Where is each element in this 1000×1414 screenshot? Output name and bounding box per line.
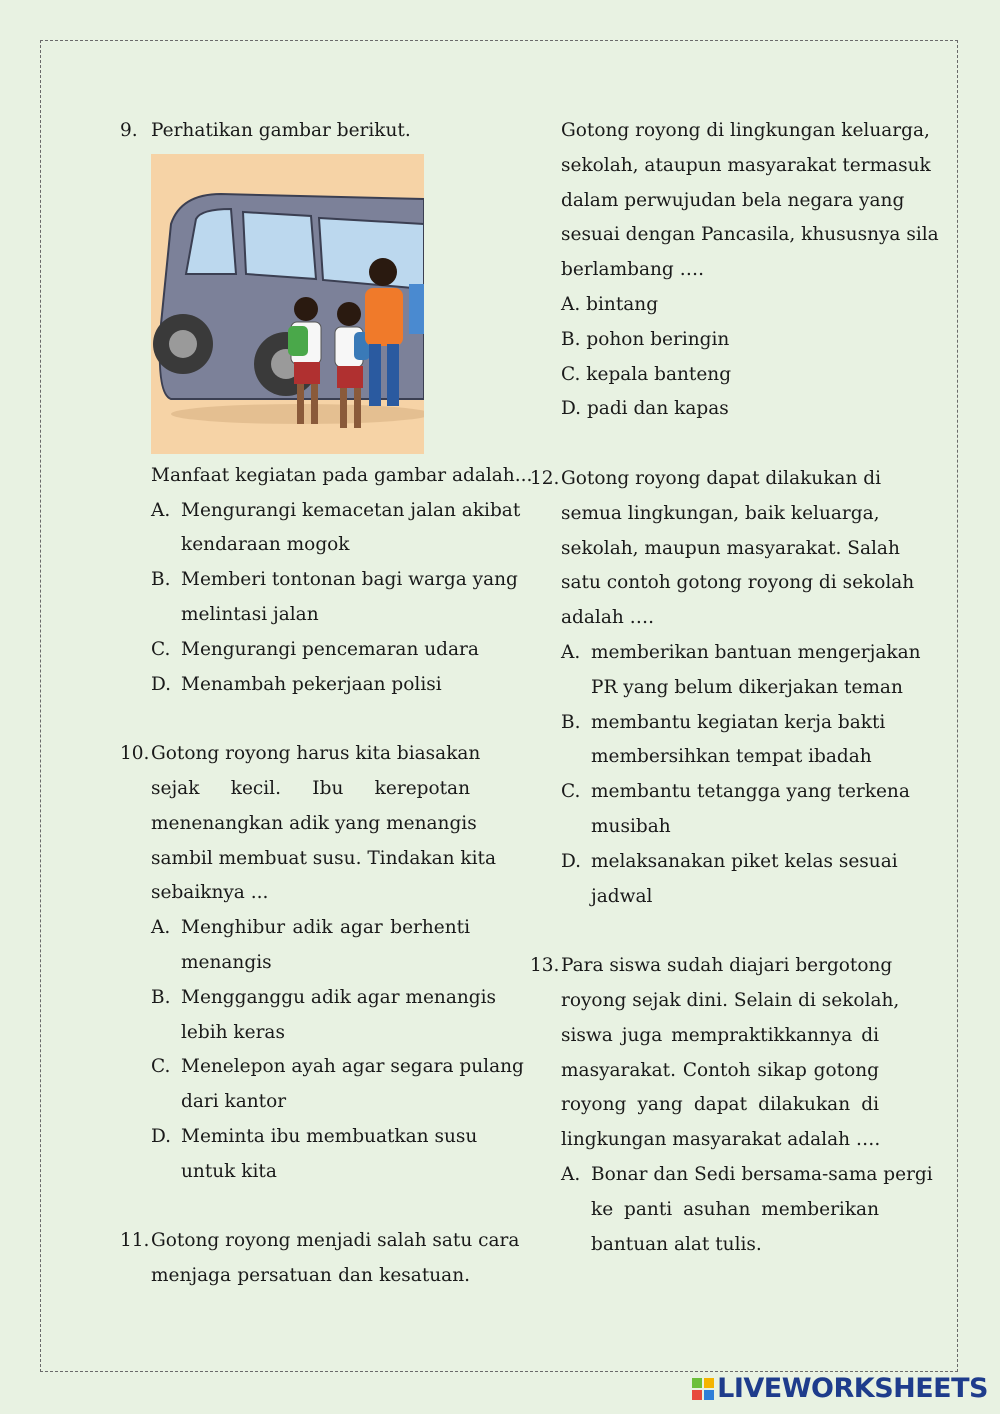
children-pushing-car-illustration (151, 154, 424, 454)
q9-option-d[interactable] (120, 668, 470, 703)
q13-line-4: masyarakat. Contoh sikap gotong (561, 1059, 879, 1081)
liveworksheets-logo-icon (692, 1378, 714, 1400)
left-column (120, 114, 533, 1294)
q12-option-b[interactable] (530, 706, 886, 741)
q12-line-5: adalah …. (561, 607, 655, 629)
q10-option-b-letter: B. (151, 986, 171, 1008)
q9-option-c-text: Mengurangi pencemaran udara (181, 638, 479, 660)
q10-option-a-cont: menangis (181, 951, 272, 973)
q12-line-4: satu contoh gotong royong di sekolah (561, 572, 915, 594)
q11-option-d-text: padi dan kapas (586, 398, 729, 420)
q11-line-4: sekolah, ataupun masyarakat termasuk (561, 154, 931, 176)
q10-line-2: sejak kecil. Ibu kerepotan (151, 777, 470, 799)
q11-number: 11. (120, 1230, 150, 1252)
q12-text-1: Gotong royong dapat dilakukan di (561, 467, 882, 489)
q13-option-a-text: Bonar dan Sedi bersama-sama pergi (591, 1163, 933, 1185)
q9-option-b-text: Memberi tontonan bagi warga yang (181, 569, 518, 591)
q12-option-b-cont: membersihkan tempat ibadah (591, 746, 872, 768)
q13-line-6: lingkungan masyarakat adalah …. (561, 1129, 881, 1151)
q13-option-a-letter: A. (561, 1163, 581, 1185)
q9-option-d-letter: D. (151, 673, 172, 695)
q12-option-a-text: memberikan bantuan mengerjakan (591, 641, 921, 663)
q11-line-2: menjaga persatuan dan kesatuan. (151, 1265, 470, 1287)
liveworksheets-brand[interactable] (692, 1373, 988, 1404)
q9-option-a-cont: kendaraan mogok (181, 534, 350, 556)
q12-option-d[interactable] (530, 845, 898, 880)
q10-line-3: menenangkan adik yang menangis (151, 812, 477, 834)
q10-option-c-text: Menelepon ayah agar segara pulang (181, 1056, 524, 1078)
q9-option-a-letter: A. (151, 499, 171, 521)
q11-option-c-text: kepala banteng (586, 363, 732, 385)
q9-option-c-letter: C. (151, 638, 171, 660)
q9-option-b[interactable] (120, 563, 518, 598)
q9-option-a[interactable] (120, 494, 521, 529)
q12-number: 12. (530, 467, 560, 489)
q11-option-c[interactable] (530, 358, 879, 393)
q10-option-b-cont: lebih keras (181, 1021, 285, 1043)
q13-option-a-cont-2: bantuan alat tulis. (591, 1233, 762, 1255)
q10-option-d[interactable] (120, 1120, 478, 1155)
q9-line-1 (120, 114, 470, 149)
q13-number: 13. (530, 955, 560, 977)
q12-option-c-letter: C. (561, 781, 581, 803)
q9-prompt: Manfaat kegiatan pada gambar adalah... (151, 464, 533, 486)
q12-line-2: semua lingkungan, baik keluarga, (561, 502, 880, 524)
q9-option-d-text: Menambah pekerjaan polisi (181, 673, 442, 695)
q12-line-3: sekolah, maupun masyarakat. Salah (561, 537, 900, 559)
q11-option-a[interactable] (530, 288, 879, 323)
q13-text-1: Para siswa sudah diajari bergotong (561, 955, 893, 977)
q10-option-c[interactable] (120, 1050, 524, 1085)
q13-line-3: siswa juga mempraktikkannya di (561, 1024, 879, 1046)
liveworksheets-wordmark: LIVEWORKSHEETS (717, 1373, 988, 1404)
q9-option-b-letter: B. (151, 569, 171, 591)
q10-text-1: Gotong royong harus kita biasakan (151, 743, 481, 765)
q10-option-d-letter: D. (151, 1125, 172, 1147)
q12-option-d-text: melaksanakan piket kelas sesuai (591, 850, 898, 872)
q10-number: 10. (120, 743, 150, 765)
q12-option-a-letter: A. (561, 641, 581, 663)
q11-line-3: Gotong royong di lingkungan keluarga, (561, 120, 930, 141)
right-column (530, 114, 939, 1262)
q9-option-b-cont: melintasi jalan (181, 603, 319, 625)
q10-option-c-cont: dari kantor (181, 1091, 287, 1113)
q12-option-c[interactable] (530, 775, 910, 810)
q11-option-a-letter: A. (561, 293, 581, 315)
q12-option-a-cont: PR yang belum dikerjakan teman (591, 676, 903, 698)
q9-option-c[interactable] (120, 633, 479, 668)
q11-line-7: berlambang …. (561, 259, 705, 281)
q11-option-b-letter: B. (561, 328, 581, 350)
q9-option-a-text: Mengurangi kemacetan jalan akibat (181, 499, 521, 521)
q10-option-b[interactable] (120, 981, 497, 1016)
q9-number: 9. (120, 120, 138, 141)
q9-text: Perhatikan gambar berikut. (151, 120, 411, 141)
q13-option-a-cont-1: ke panti asuhan memberikan (591, 1198, 879, 1220)
q12-option-c-text: membantu tetangga yang terkena (591, 781, 910, 803)
q10-line-5: sebaiknya ... (151, 882, 269, 904)
q12-option-c-cont: musibah (591, 815, 671, 837)
q10-option-a[interactable] (120, 911, 470, 946)
q12-option-d-cont: jadwal (591, 885, 653, 907)
q11-option-b-text: pohon beringin (586, 328, 730, 350)
q11-line-1 (120, 1224, 520, 1259)
q12-option-a[interactable] (530, 636, 921, 671)
q10-option-a-letter: A. (151, 917, 171, 939)
q11-line-5: dalam perwujudan bela negara yang (561, 189, 905, 211)
q13-line-1 (530, 949, 893, 984)
q10-line-1 (120, 737, 481, 772)
q11-option-d[interactable] (530, 392, 879, 427)
q12-option-b-letter: B. (561, 711, 581, 733)
q10-option-d-text: Meminta ibu membuatkan susu (181, 1125, 478, 1147)
q11-option-b[interactable] (530, 323, 879, 358)
q13-line-2: royong sejak dini. Selain di sekolah, (561, 989, 900, 1011)
q11-option-c-letter: C. (561, 363, 581, 385)
q11-option-a-text: bintang (586, 293, 659, 315)
q10-option-c-letter: C. (151, 1056, 171, 1078)
q10-option-d-cont: untuk kita (181, 1160, 277, 1182)
q10-option-b-text: Mengganggu adik agar menangis (181, 986, 497, 1008)
q10-line-4: sambil membuat susu. Tindakan kita (151, 847, 497, 869)
q12-option-d-letter: D. (561, 850, 582, 872)
q13-line-5: royong yang dapat dilakukan di (561, 1094, 879, 1116)
q10-option-a-text: Menghibur adik agar berhenti (181, 917, 470, 939)
q11-line-6: sesuai dengan Pancasila, khususnya sila (561, 224, 939, 246)
q12-line-1 (530, 462, 882, 497)
q12-option-b-text: membantu kegiatan kerja bakti (591, 711, 886, 733)
q11-text-1: Gotong royong menjadi salah satu cara (151, 1230, 520, 1252)
q11-option-d-letter: D. (561, 398, 582, 420)
q13-option-a[interactable] (530, 1158, 933, 1193)
